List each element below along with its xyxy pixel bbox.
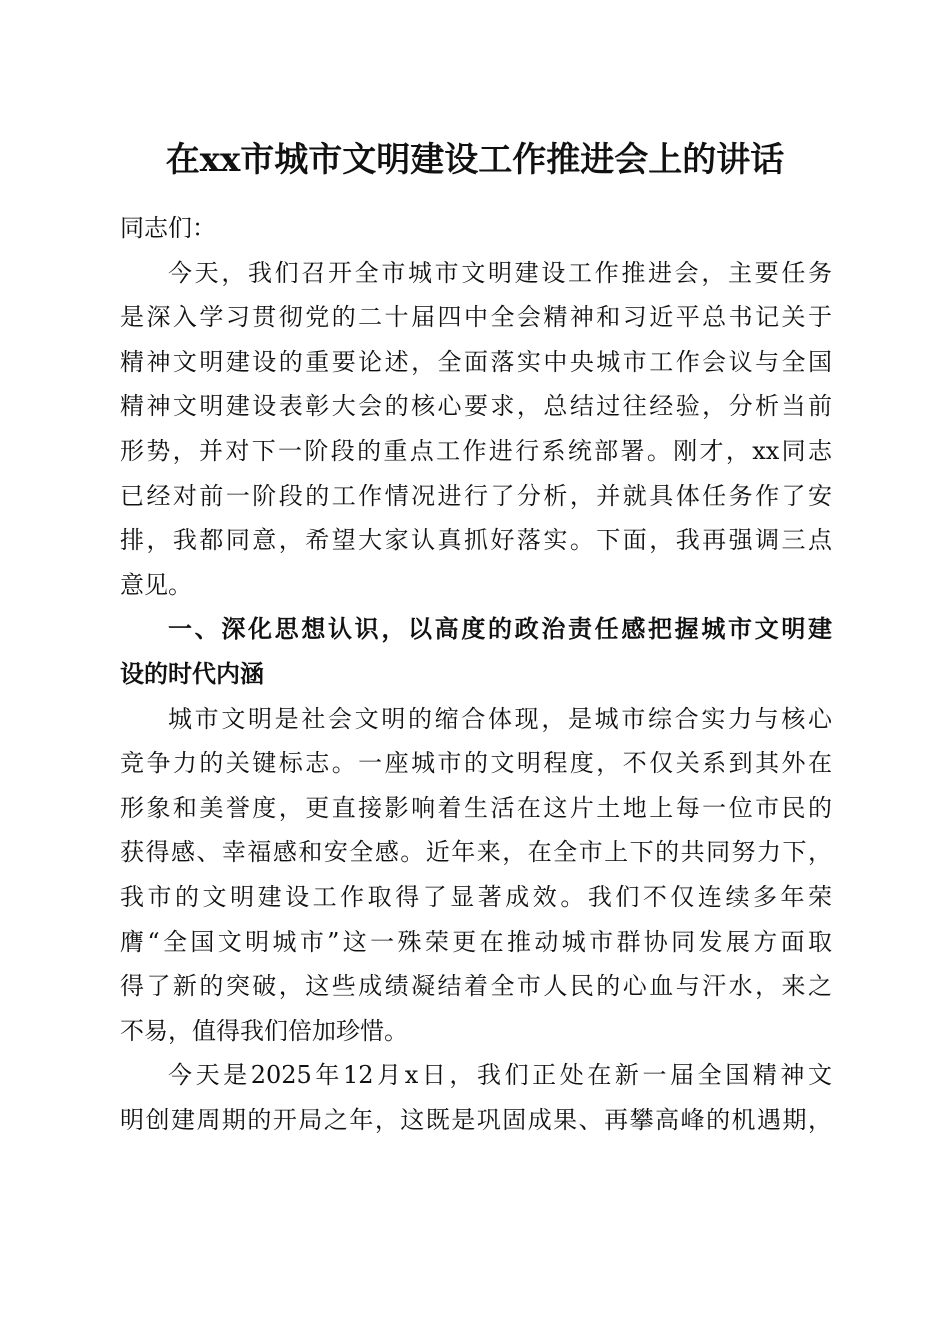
paragraph-line: 精神文明建设的重要论述，全面落实中央城市工作会议与全国 (120, 347, 832, 376)
document-body (120, 206, 832, 1142)
paragraph-line: 意见。 (120, 570, 192, 599)
paragraph-line: 已经对前一阶段的工作情况进行了分析，并就具体任务作了安 (120, 481, 832, 510)
paragraph-line: 形势，并对下一阶段的重点工作进行系统部署。刚才，xx同志 (120, 436, 832, 465)
paragraph-line: 竞争力的关键标志。一座城市的文明程度，不仅关系到其外在 (120, 749, 832, 778)
paragraph-line: 今天，我们召开全市城市文明建设工作推进会，主要任务 (168, 258, 832, 287)
heading-line: 设的时代内涵 (120, 659, 264, 688)
paragraph-city-civilization (120, 697, 832, 1054)
paragraph-intro (120, 251, 832, 608)
section-heading-1 (120, 607, 832, 696)
heading-line: 一、深化思想认识，以高度的政治责任感把握城市文明建 (168, 615, 832, 644)
paragraph-line: 精神文明建设表彰大会的核心要求，总结过往经验，分析当前 (120, 392, 832, 421)
paragraph-line: 形象和美誉度，更直接影响着生活在这片土地上每一位市民的 (120, 793, 832, 822)
paragraph-line: 是深入学习贯彻党的二十届四中全会精神和习近平总书记关于 (120, 303, 832, 332)
paragraph-line: 明创建周期的开局之年，这既是巩固成果、再攀高峰的机遇期， (120, 1105, 832, 1134)
paragraph-line: 不易，值得我们倍加珍惜。 (120, 1016, 408, 1045)
paragraph-line: 我市的文明建设工作取得了显著成效。我们不仅连续多年荣 (120, 882, 832, 911)
paragraph-line: 获得感、幸福感和安全感。近年来，在全市上下的共同努力下， (120, 838, 832, 867)
document-title: 在xx市城市文明建设工作推进会上的讲话 (165, 140, 785, 180)
paragraph-today (120, 1053, 832, 1142)
paragraph-line: 得了新的突破，这些成绩凝结着全市人民的心血与汗水，来之 (120, 972, 832, 1001)
paragraph-line: 排，我都同意，希望大家认真抓好落实。下面，我再强调三点 (120, 526, 832, 555)
paragraph-line: 城市文明是社会文明的缩合体现，是城市综合实力与核心 (168, 704, 832, 733)
paragraph-line: 今天是2025年12月x日，我们正处在新一届全国精神文 (168, 1061, 832, 1090)
salutation: 同志们： (120, 214, 216, 242)
paragraph-line: 膺“全国文明城市”这一殊荣更在推动城市群协同发展方面取 (120, 927, 832, 956)
